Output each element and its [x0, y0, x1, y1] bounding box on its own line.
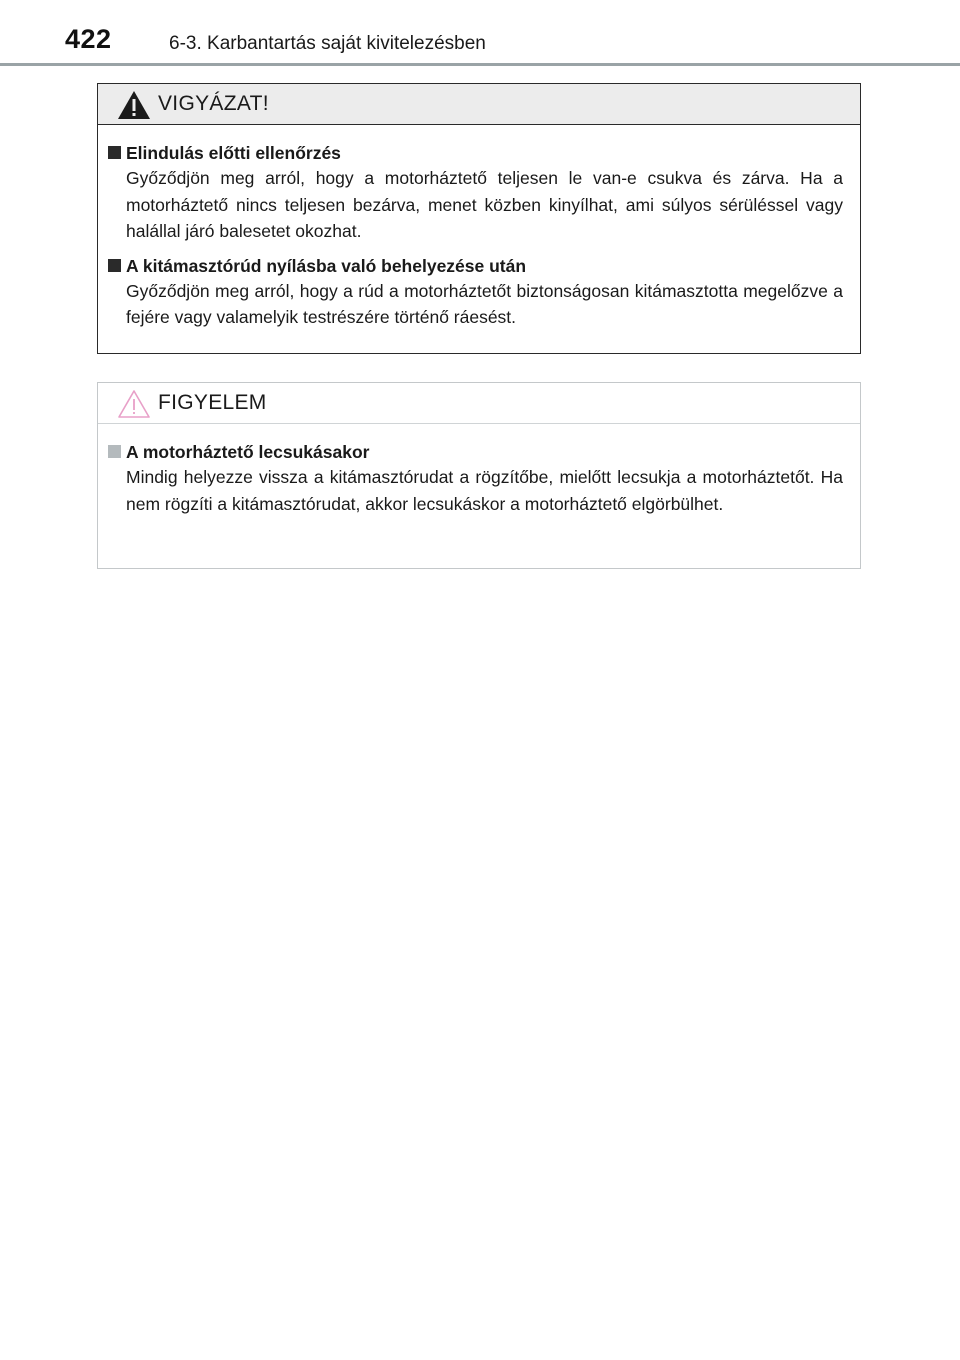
caution-box	[97, 83, 861, 354]
warning-outline-icon	[117, 389, 151, 419]
notice-item	[108, 440, 843, 517]
caution-item-text: Győződjön meg arról, hogy a rúd a motorháztetőt biztonságosan kitámasztotta megelőzve a fejére vagy valamelyik testrészére történő ráesést.	[126, 280, 843, 327]
caution-item	[108, 141, 843, 245]
caution-header	[98, 84, 860, 125]
header-divider	[0, 63, 960, 66]
notice-item-title	[108, 440, 843, 464]
notice-body	[98, 424, 860, 517]
notice-item-title-text: A motorháztető lecsukásakor	[126, 442, 370, 462]
page-header	[0, 0, 960, 70]
square-bullet-icon	[108, 146, 121, 159]
caution-item-title-text: A kitámasztórúd nyílásba való behelyezése után	[126, 255, 527, 276]
notice-header	[98, 383, 860, 424]
caution-item-title-text: Elindulás előtti ellenőrzés	[126, 143, 341, 163]
caution-body	[98, 125, 860, 331]
notice-label: FIGYELEM	[158, 391, 267, 414]
section-title: 6-3. Karbantartás saját kivitelezésben	[169, 33, 486, 54]
caution-label: VIGYÁZAT!	[158, 92, 269, 115]
caution-item-title	[108, 141, 843, 165]
warning-icon	[117, 90, 151, 120]
notice-box	[97, 382, 861, 569]
notice-item-text: Mindig helyezze vissza a kitámasztórudat a rögzítőbe, mielőtt lecsukja a motorháztetőt. Ha nem rögzíti a kitámasztórudat, akkor lecsukáskor a motorháztető elgörbülhet.	[126, 467, 843, 514]
square-bullet-icon	[108, 259, 121, 272]
caution-item-text: Győződjön meg arról, hogy a motorháztető teljesen le van-e csukva és zárva. Ha a motorháztető nincs teljesen bezárva, menet közben kinyílhat, ami súlyos sérüléssel vagy halállal járó balesetet okozhat.	[126, 168, 843, 241]
square-bullet-icon	[108, 445, 121, 458]
caution-item-title	[108, 254, 843, 278]
caution-item	[108, 254, 843, 331]
page-number: 422	[65, 24, 112, 54]
